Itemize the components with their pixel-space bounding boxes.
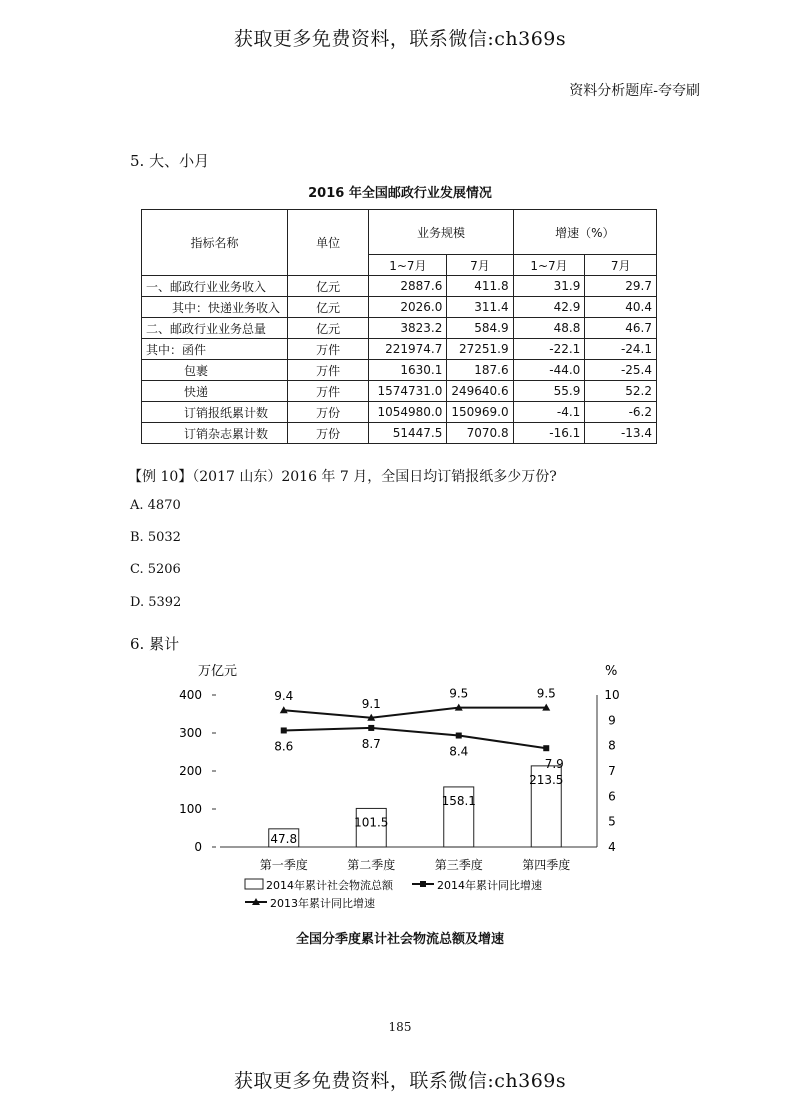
row-growth-jan-jul: 55.9 (513, 381, 585, 402)
right-tick-label: 4 (608, 840, 616, 854)
subheader-scale-jan-jul: 1~7月 (369, 255, 447, 276)
row-unit: 万份 (287, 402, 368, 423)
row-name: 包裹 (142, 360, 288, 381)
table-title: 2016 年全国邮政行业发展情况 (308, 186, 492, 201)
row-growth-jul: 40.4 (585, 297, 657, 318)
row-growth-jan-jul: -22.1 (513, 339, 585, 360)
row-growth-jul: -25.4 (585, 360, 657, 381)
section-5-heading: 5. 大、小月 (130, 152, 210, 170)
row-growth-jan-jul: 42.9 (513, 297, 585, 318)
option-c: C. 5206 (130, 562, 181, 577)
chart-title: 全国分季度累计社会物流总额及增速 (295, 932, 504, 947)
row-growth-jul: -24.1 (585, 339, 657, 360)
legend-label-2013-growth: 2013年累计同比增速 (270, 897, 375, 910)
row-scale-jul: 150969.0 (447, 402, 513, 423)
header-indicator: 指标名称 (142, 210, 288, 276)
row-growth-jan-jul: 48.8 (513, 318, 585, 339)
growth-2013-label: 9.5 (449, 686, 469, 701)
row-unit: 亿元 (287, 297, 368, 318)
left-axis-unit: 万亿元 (198, 664, 238, 679)
legend-marker-2014 (420, 881, 426, 887)
x-category-label: 第一季度 (259, 858, 308, 872)
row-unit: 万件 (287, 339, 368, 360)
row-scale-jan-jul: 1054980.0 (369, 402, 447, 423)
row-unit: 万件 (287, 360, 368, 381)
row-scale-jan-jul: 3823.2 (369, 318, 447, 339)
growth-2013-label: 9.4 (274, 689, 294, 704)
legend-label-bar: 2014年累计社会物流总额 (266, 879, 393, 892)
growth-2014-label: 8.7 (361, 736, 381, 751)
right-tick-label: 10 (604, 688, 620, 702)
left-tick-label: 100 (179, 802, 202, 816)
marker-2014-growth (368, 725, 374, 731)
row-scale-jul: 584.9 (447, 318, 513, 339)
right-tick-label: 9 (608, 713, 616, 728)
marker-2014-growth (456, 733, 462, 739)
x-category-label: 第三季度 (434, 858, 483, 872)
row-scale-jul: 311.4 (447, 297, 513, 318)
table-row (142, 360, 657, 381)
row-growth-jan-jul: 31.9 (513, 276, 585, 297)
bar-value-label: 101.5 (354, 815, 389, 830)
growth-2013-label: 9.1 (361, 696, 381, 711)
legend-swatch-bar (245, 879, 263, 889)
header-unit: 单位 (287, 210, 368, 276)
subheader-growth-jan-jul: 1~7月 (513, 255, 585, 276)
table-row (142, 339, 657, 360)
row-growth-jan-jul: -16.1 (513, 423, 585, 444)
top-banner: 获取更多免费资料，联系微信:ch369s (233, 28, 567, 50)
row-growth-jan-jul: -44.0 (513, 360, 585, 381)
right-tick-label: 5 (608, 814, 616, 829)
marker-2014-growth (543, 745, 549, 751)
right-axis-unit: % (605, 664, 618, 679)
subheader-growth-jul: 7月 (585, 255, 657, 276)
table-header-row (142, 210, 657, 255)
row-unit: 万件 (287, 381, 368, 402)
row-growth-jul: 46.7 (585, 318, 657, 339)
row-name: 订销报纸累计数 (142, 402, 288, 423)
left-tick-label: 0 (194, 840, 202, 854)
bottom-banner: 获取更多免费资料，联系微信:ch369s (233, 1070, 567, 1092)
header-growth: 增速（%） (513, 210, 656, 255)
row-unit: 万份 (287, 423, 368, 444)
page-subtitle: 资料分析题库-夸夸刷 (569, 83, 700, 99)
row-scale-jul: 411.8 (447, 276, 513, 297)
left-tick-label: 200 (179, 764, 202, 778)
growth-2014-label: 7.9 (544, 757, 564, 772)
row-growth-jul: -13.4 (585, 423, 657, 444)
row-scale-jan-jul: 2887.6 (369, 276, 447, 297)
row-name: 订销杂志累计数 (142, 423, 288, 444)
bar-value-label: 213.5 (529, 772, 564, 787)
table-row (142, 318, 657, 339)
right-tick-label: 6 (608, 789, 616, 804)
table-row (142, 423, 657, 444)
section-6-heading: 6. 累计 (130, 635, 180, 653)
right-tick-label: 8 (608, 738, 616, 753)
table-row (142, 381, 657, 402)
x-category-label: 第二季度 (347, 858, 396, 872)
option-d: D. 5392 (130, 595, 182, 610)
growth-2014-label: 8.6 (274, 739, 294, 754)
row-growth-jan-jul: -4.1 (513, 402, 585, 423)
page-number: 185 (388, 1020, 412, 1034)
line-2013-growth (284, 708, 547, 718)
subheader-scale-jul: 7月 (447, 255, 513, 276)
logistics-chart (150, 655, 650, 925)
growth-2013-label: 9.5 (536, 686, 556, 701)
row-scale-jul: 249640.6 (447, 381, 513, 402)
growth-2014-label: 8.4 (449, 744, 469, 759)
bar-value-label: 47.8 (270, 832, 298, 846)
row-unit: 亿元 (287, 318, 368, 339)
line-2014-growth (284, 728, 547, 748)
left-tick-label: 400 (179, 688, 202, 702)
option-b: B. 5032 (130, 530, 181, 545)
row-scale-jan-jul: 2026.0 (369, 297, 447, 318)
x-category-label: 第四季度 (522, 858, 571, 872)
row-name: 一、邮政行业业务收入 (142, 276, 288, 297)
row-name: 其中：快递业务收入 (142, 297, 288, 318)
row-scale-jan-jul: 1574731.0 (369, 381, 447, 402)
row-scale-jul: 27251.9 (447, 339, 513, 360)
question-text: 【例 10】（2017 山东）2016 年 7 月，全国日均订销报纸多少万份? (128, 469, 557, 485)
header-scale: 业务规模 (369, 210, 513, 255)
row-growth-jul: 29.7 (585, 276, 657, 297)
row-growth-jul: -6.2 (585, 402, 657, 423)
left-tick-label: 300 (179, 726, 202, 740)
row-scale-jul: 7070.8 (447, 423, 513, 444)
legend-label-2014-growth: 2014年累计同比增速 (437, 879, 542, 892)
marker-2014-growth (281, 727, 287, 733)
table-row (142, 297, 657, 318)
row-unit: 亿元 (287, 276, 368, 297)
row-growth-jul: 52.2 (585, 381, 657, 402)
table-row (142, 276, 657, 297)
row-name: 其中：函件 (142, 339, 288, 360)
row-name: 二、邮政行业业务总量 (142, 318, 288, 339)
table-row (142, 402, 657, 423)
bar-value-label: 158.1 (441, 793, 476, 808)
row-scale-jan-jul: 1630.1 (369, 360, 447, 381)
postal-stats-table (141, 209, 657, 444)
row-name: 快递 (142, 381, 288, 402)
option-a: A. 4870 (130, 498, 181, 513)
row-scale-jan-jul: 51447.5 (369, 423, 447, 444)
right-tick-label: 7 (608, 764, 616, 778)
row-scale-jan-jul: 221974.7 (369, 339, 447, 360)
row-scale-jul: 187.6 (447, 360, 513, 381)
